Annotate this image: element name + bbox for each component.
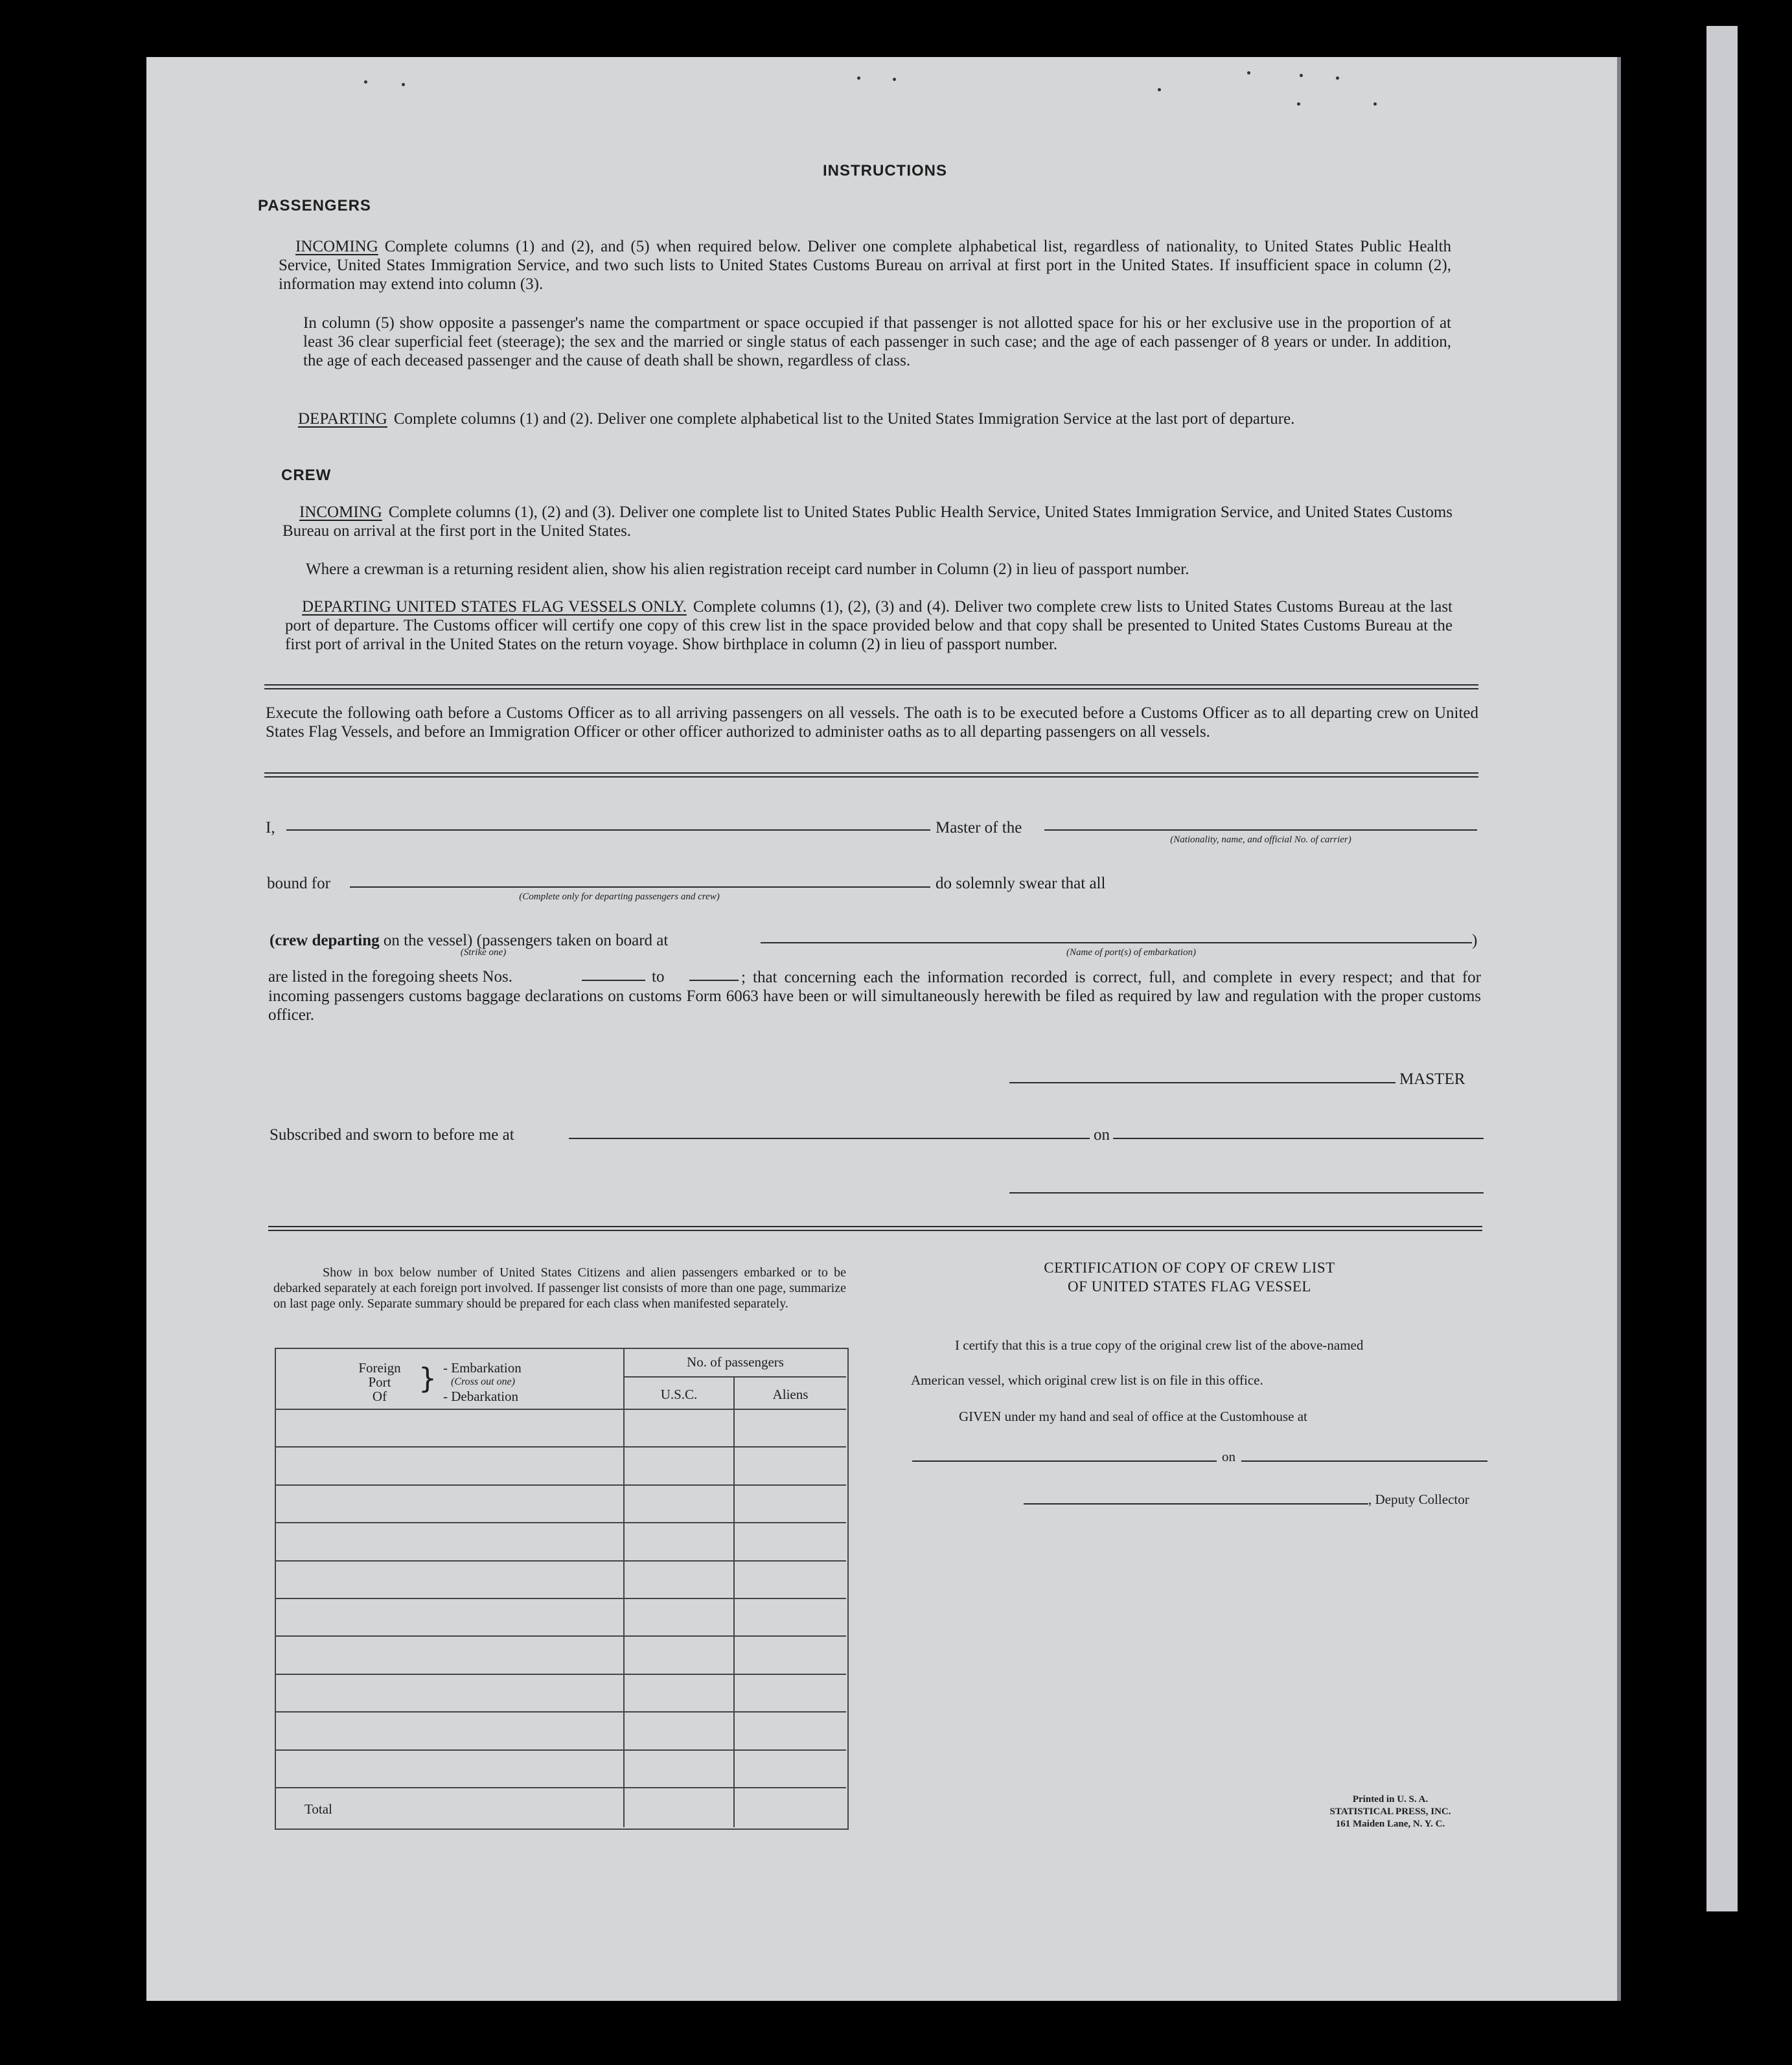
- summary-note: Show in box below number of United States Citizens and alien passengers embarked or to be debarked separately at each foreign port involved. If passenger list consists of more than one page, summarize on last page only. Separate summary should be prepared for each class when manifested separately.: [273, 1265, 846, 1311]
- table-row[interactable]: [275, 1560, 846, 1562]
- crew-heading: CREW: [281, 467, 332, 484]
- table-row[interactable]: [275, 1635, 846, 1637]
- strike-one-caption: (Strike one): [460, 947, 507, 958]
- table-outer-border: [275, 1348, 849, 1830]
- passengers-taken-text: (passengers taken on board at: [476, 932, 669, 949]
- passengers-heading: PASSENGERS: [258, 197, 371, 214]
- scan-speck: [1297, 102, 1300, 106]
- departing-caption: (Complete only for departing passengers and crew): [519, 892, 720, 902]
- customhouse-location-field[interactable]: [912, 1460, 1217, 1462]
- printer-line1: Printed in U. S. A.: [1352, 1794, 1429, 1805]
- master-of-the-label: Master of the: [936, 819, 1022, 836]
- table-row[interactable]: [275, 1749, 846, 1751]
- subscribed-label: Subscribed and sworn to before me at: [270, 1126, 514, 1144]
- table-row[interactable]: [275, 1674, 846, 1675]
- passengers-departing-label: DEPARTING: [298, 410, 387, 428]
- scan-speck: [1336, 76, 1339, 80]
- scan-speck: [1247, 71, 1250, 75]
- debarkation-label: - Debarkation: [443, 1389, 519, 1404]
- total-label: Total: [304, 1801, 332, 1817]
- table-row[interactable]: [275, 1484, 846, 1486]
- certification-on-label: on: [1222, 1449, 1235, 1464]
- no-passengers-header: No. of passengers: [687, 1354, 784, 1370]
- subscribed-date-field[interactable]: [1113, 1138, 1484, 1139]
- section-divider: [264, 772, 1478, 778]
- certify-line2: American vessel, which original crew list is on file in this office.: [911, 1372, 1263, 1388]
- master-label: MASTER: [1399, 1070, 1465, 1088]
- oath-instruction: Execute the following oath before a Customs Officer as to all arriving passengers on all vessels. The oath is to be executed before a Customs Officer as to all departing crew on United States Flag Vessels, and before an Immigration Officer or other officer authorized to administer oaths as to all departing passengers on all vessels.: [266, 704, 1478, 741]
- foreign-port-of-label: [354, 1361, 406, 1403]
- embarkation-debarkation-label: [443, 1361, 522, 1403]
- carrier-field[interactable]: [1044, 829, 1477, 831]
- table-row[interactable]: [275, 1598, 846, 1599]
- master-signature-field[interactable]: [1009, 1082, 1396, 1083]
- printer-line2: STATISTICAL PRESS, INC.: [1329, 1806, 1451, 1817]
- table-divider: [623, 1348, 625, 1827]
- passengers-departing-text: Complete columns (1) and (2). Deliver one complete alphabetical list to the United States Immigration Service at the last port of departure.: [393, 410, 1295, 428]
- oath-i-label: I,: [266, 819, 275, 836]
- close-paren: ): [1472, 932, 1478, 949]
- table-row[interactable]: [275, 1711, 846, 1713]
- crew-departing-instruction: [285, 597, 1453, 654]
- master-name-field[interactable]: [286, 829, 930, 831]
- aliens-header: Aliens: [772, 1387, 809, 1402]
- printer-line3: 161 Maiden Lane, N. Y. C.: [1335, 1819, 1445, 1829]
- crew-departing-text: Complete columns (1), (2), (3) and (4). Deliver two complete crew lists to United States Customs Bureau at the last port of departure. The Customs officer will certify one copy of this crew list in the space provided below and that copy shall be presented to United States Customs Bureau at the first port of arrival in the United States on the return voyage. Show birthplace in column (2) in lieu of passport number.: [285, 598, 1453, 653]
- passenger-summary-table: [275, 1348, 849, 1830]
- cross-out-caption: (Cross out one): [451, 1376, 515, 1387]
- certification-title-line1: CERTIFICATION OF COPY OF CREW LIST: [1044, 1260, 1335, 1276]
- certify-line1: I certify that this is a true copy of the original crew list of the above-named: [955, 1337, 1364, 1353]
- crew-resident-alien-instruction: Where a crewman is a returning resident alien, show his alien registration receipt card number in Column (2) in lieu of passport number.: [306, 560, 1189, 578]
- scan-speck: [1300, 74, 1303, 77]
- passengers-incoming-label: INCOMING: [295, 238, 378, 255]
- swear-label: do solemnly swear that all: [936, 875, 1106, 892]
- port-label: Port: [368, 1374, 391, 1390]
- scan-speck: [402, 83, 405, 86]
- carrier-caption: (Nationality, name, and official No. of carrier): [1170, 835, 1351, 845]
- on-label: on: [1094, 1126, 1110, 1144]
- background-sheet-edge: [1706, 26, 1738, 1911]
- bound-for-label: bound for: [267, 875, 330, 892]
- scan-speck: [1373, 102, 1377, 106]
- given-text: GIVEN under my hand and seal of office at the Customhouse at: [959, 1409, 1307, 1424]
- crew-departing-text: (crew departing: [270, 932, 380, 949]
- page-title: INSTRUCTIONS: [823, 162, 947, 179]
- certification-title: [950, 1258, 1429, 1296]
- embarkation-label: - Embarkation: [443, 1360, 522, 1376]
- table-divider: [623, 1376, 846, 1378]
- crew-incoming-instruction: [282, 503, 1453, 540]
- on-the-vessel-text: on the vessel): [383, 932, 473, 949]
- officer-signature-field[interactable]: [1009, 1192, 1484, 1194]
- passengers-incoming-instruction: [279, 237, 1451, 294]
- scan-speck: [857, 76, 860, 80]
- to-label: to: [652, 968, 665, 986]
- listed-prefix: are listed in the foregoing sheets Nos.: [268, 968, 512, 986]
- passengers-column5-instruction: In column (5) show opposite a passenger's name the compartment or space occupied if that passenger is not allotted space for his or her exclusive use in the proportion of at least 36 clear superficial feet (steerage); the sex and the married or single status of each passenger in such case; and the age of each passenger of 8 years or under. In addition, the age of each deceased passenger and the cause of death shall be shown, regardless of class.: [303, 314, 1451, 369]
- crew-departing-label: DEPARTING UNITED STATES FLAG VESSELS ONLY.: [302, 598, 687, 616]
- embarkation-port-field[interactable]: [761, 942, 1472, 943]
- deputy-collector-signature-field[interactable]: [1024, 1503, 1368, 1505]
- section-divider: [264, 684, 1478, 689]
- bound-for-field[interactable]: [350, 886, 930, 888]
- crew-incoming-label: INCOMING: [299, 503, 382, 521]
- section-divider: [268, 1226, 1482, 1231]
- scan-speck: [1158, 88, 1161, 91]
- usc-header: U.S.C.: [660, 1387, 698, 1402]
- deputy-collector-label: , Deputy Collector: [1368, 1492, 1469, 1507]
- printer-imprint: [1293, 1794, 1488, 1830]
- form-page: [146, 57, 1621, 2001]
- oath-statement: ; that concerning each the information recorded is correct, full, and complete in every respect; and that for incoming passengers customs baggage declarations on customs Form 6063 have been or will simultaneously herewith be filed as required by law and regulation with the proper customs officer.: [268, 969, 1481, 1024]
- certification-date-field[interactable]: [1241, 1460, 1488, 1462]
- crew-incoming-text: Complete columns (1), (2) and (3). Deliver one complete list to United States Public Health Service, United States Immigration Service, and United States Customs Bureau on arrival at the first port in the United States.: [282, 503, 1453, 540]
- table-row[interactable]: [275, 1446, 846, 1448]
- certification-title-line2: OF UNITED STATES FLAG VESSEL: [1068, 1278, 1311, 1295]
- port-caption: (Name of port(s) of embarkation): [1066, 947, 1196, 958]
- brace-icon: }: [419, 1362, 437, 1395]
- table-row[interactable]: [275, 1787, 846, 1788]
- foreign-label: Foreign: [358, 1360, 401, 1376]
- of-label: Of: [372, 1389, 387, 1404]
- scan-speck: [893, 78, 896, 81]
- passengers-departing-instruction: [281, 410, 1451, 428]
- table-row[interactable]: [275, 1522, 846, 1523]
- subscribed-location-field[interactable]: [569, 1138, 1090, 1139]
- table-divider: [733, 1376, 735, 1827]
- passengers-incoming-text: Complete columns (1) and (2), and (5) when required below. Deliver one complete alphabetical list, regardless of nationality, to United States Public Health Service, United States Immigration Service, and two such lists to United States Customs Bureau on arrival at first port in the United States. If insufficient space in column (2), information may extend into column (3).: [279, 238, 1451, 293]
- scan-speck: [364, 80, 367, 84]
- table-divider: [275, 1409, 846, 1410]
